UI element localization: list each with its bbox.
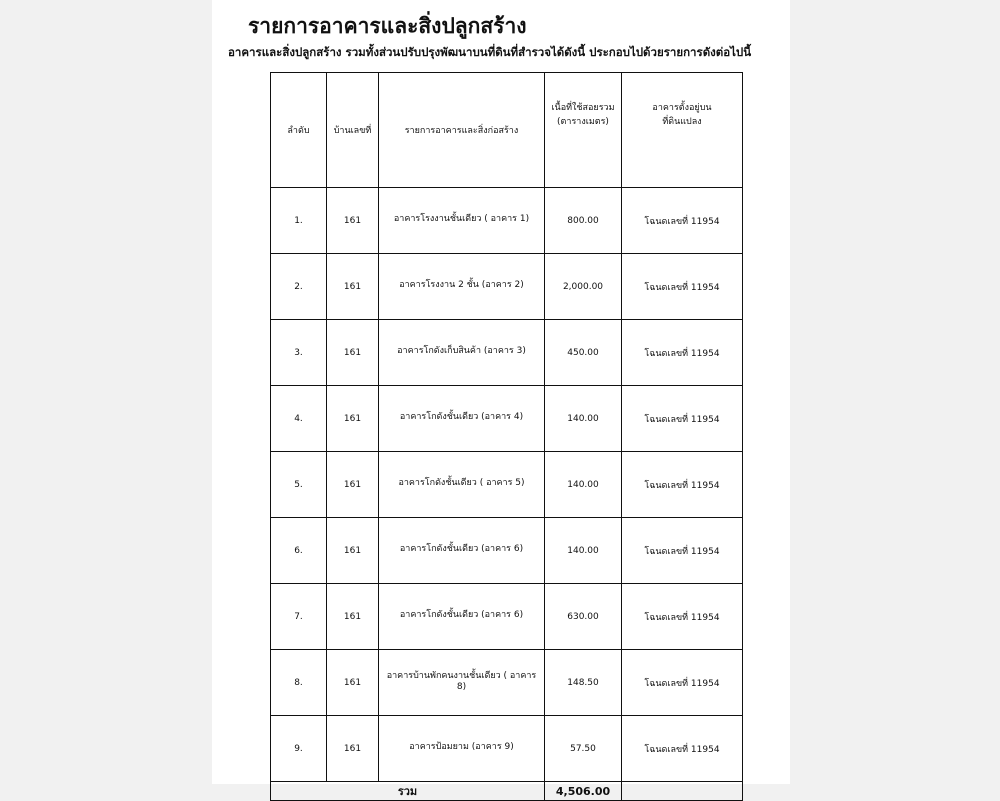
cell-no: 5. <box>271 452 327 518</box>
header-no: ลำดับ <box>271 73 327 188</box>
header-location <box>622 73 743 188</box>
total-label: รวม <box>271 782 545 801</box>
cell-building <box>379 254 545 320</box>
total-location-empty <box>622 782 743 801</box>
table-row <box>271 584 743 650</box>
cell-building <box>379 320 545 386</box>
cell-no: 9. <box>271 716 327 782</box>
cell-house-no: 161 <box>327 716 379 782</box>
buildings-table <box>270 72 743 801</box>
cell-building <box>379 518 545 584</box>
table-row <box>271 386 743 452</box>
cell-location: โฉนดเลขที่ 11954 <box>622 386 743 452</box>
cell-area: 148.50 <box>545 650 622 716</box>
cell-building <box>379 650 545 716</box>
building-label: อาคารโกดังชั้นเดียว (อาคาร 6) <box>399 609 524 620</box>
header-location-line2: ที่ดินแปลง <box>662 117 702 127</box>
cell-building <box>379 584 545 650</box>
cell-area: 2,000.00 <box>545 254 622 320</box>
total-row <box>271 782 743 801</box>
table-row <box>271 188 743 254</box>
cell-building <box>379 386 545 452</box>
cell-location: โฉนดเลขที่ 11954 <box>622 452 743 518</box>
cell-house-no: 161 <box>327 320 379 386</box>
table-header-row <box>271 73 743 188</box>
building-label: อาคารโกดังชั้นเดียว (อาคาร 6) <box>399 543 524 554</box>
cell-no: 4. <box>271 386 327 452</box>
cell-location: โฉนดเลขที่ 11954 <box>622 518 743 584</box>
cell-no: 6. <box>271 518 327 584</box>
table-row <box>271 716 743 782</box>
cell-no: 8. <box>271 650 327 716</box>
building-label: อาคารโกดังชั้นเดียว (อาคาร 4) <box>399 411 524 422</box>
cell-area: 140.00 <box>545 452 622 518</box>
cell-area: 630.00 <box>545 584 622 650</box>
cell-area: 140.00 <box>545 518 622 584</box>
document-title: รายการอาคารและสิ่งปลูกสร้าง <box>248 14 527 38</box>
cell-location: โฉนดเลขที่ 11954 <box>622 254 743 320</box>
table-row <box>271 254 743 320</box>
cell-area: 450.00 <box>545 320 622 386</box>
cell-building <box>379 716 545 782</box>
cell-location: โฉนดเลขที่ 11954 <box>622 584 743 650</box>
cell-house-no: 161 <box>327 254 379 320</box>
header-area-line2: (ตารางเมตร) <box>557 117 609 127</box>
cell-building <box>379 188 545 254</box>
building-label: อาคารโกดังชั้นเดียว ( อาคาร 5) <box>398 477 525 488</box>
building-label: อาคารโรงงานชั้นเดียว ( อาคาร 1) <box>393 213 530 224</box>
cell-house-no: 161 <box>327 452 379 518</box>
cell-house-no: 161 <box>327 584 379 650</box>
building-label: อาคารบ้านพักคนงานชั้นเดียว ( อาคาร 8) <box>386 670 537 692</box>
cell-location: โฉนดเลขที่ 11954 <box>622 716 743 782</box>
cell-no: 7. <box>271 584 327 650</box>
table-row <box>271 320 743 386</box>
building-label: อาคารป้อมยาม (อาคาร 9) <box>409 741 514 752</box>
header-building: รายการอาคารและสิ่งก่อสร้าง <box>379 73 545 188</box>
cell-house-no: 161 <box>327 386 379 452</box>
cell-house-no: 161 <box>327 188 379 254</box>
building-label: อาคารโรงงาน 2 ชั้น (อาคาร 2) <box>399 279 524 290</box>
cell-house-no: 161 <box>327 518 379 584</box>
table-row <box>271 518 743 584</box>
cell-house-no: 161 <box>327 650 379 716</box>
cell-building <box>379 452 545 518</box>
cell-no: 3. <box>271 320 327 386</box>
cell-no: 2. <box>271 254 327 320</box>
document-subtitle: อาคารและสิ่งปลูกสร้าง รวมทั้งส่วนปรับปรุงพัฒนาบนที่ดินที่สำรวจได้ดังนี้ ประกอบไปด้วยรายการดังต่อไปนี้ <box>228 45 752 59</box>
header-area-line1: เนื้อที่ใช้สอยรวม <box>551 103 615 113</box>
building-label: อาคารโกดังเก็บสินค้า (อาคาร 3) <box>397 345 526 356</box>
header-house-no: บ้านเลขที่ <box>327 73 379 188</box>
cell-area: 800.00 <box>545 188 622 254</box>
table-row <box>271 650 743 716</box>
cell-location: โฉนดเลขที่ 11954 <box>622 188 743 254</box>
header-location-line1: อาคารตั้งอยู่บน <box>652 103 712 113</box>
cell-area: 140.00 <box>545 386 622 452</box>
cell-location: โฉนดเลขที่ 11954 <box>622 320 743 386</box>
table-row <box>271 452 743 518</box>
cell-location: โฉนดเลขที่ 11954 <box>622 650 743 716</box>
total-area: 4,506.00 <box>545 782 622 801</box>
cell-no: 1. <box>271 188 327 254</box>
cell-area: 57.50 <box>545 716 622 782</box>
header-area <box>545 73 622 188</box>
